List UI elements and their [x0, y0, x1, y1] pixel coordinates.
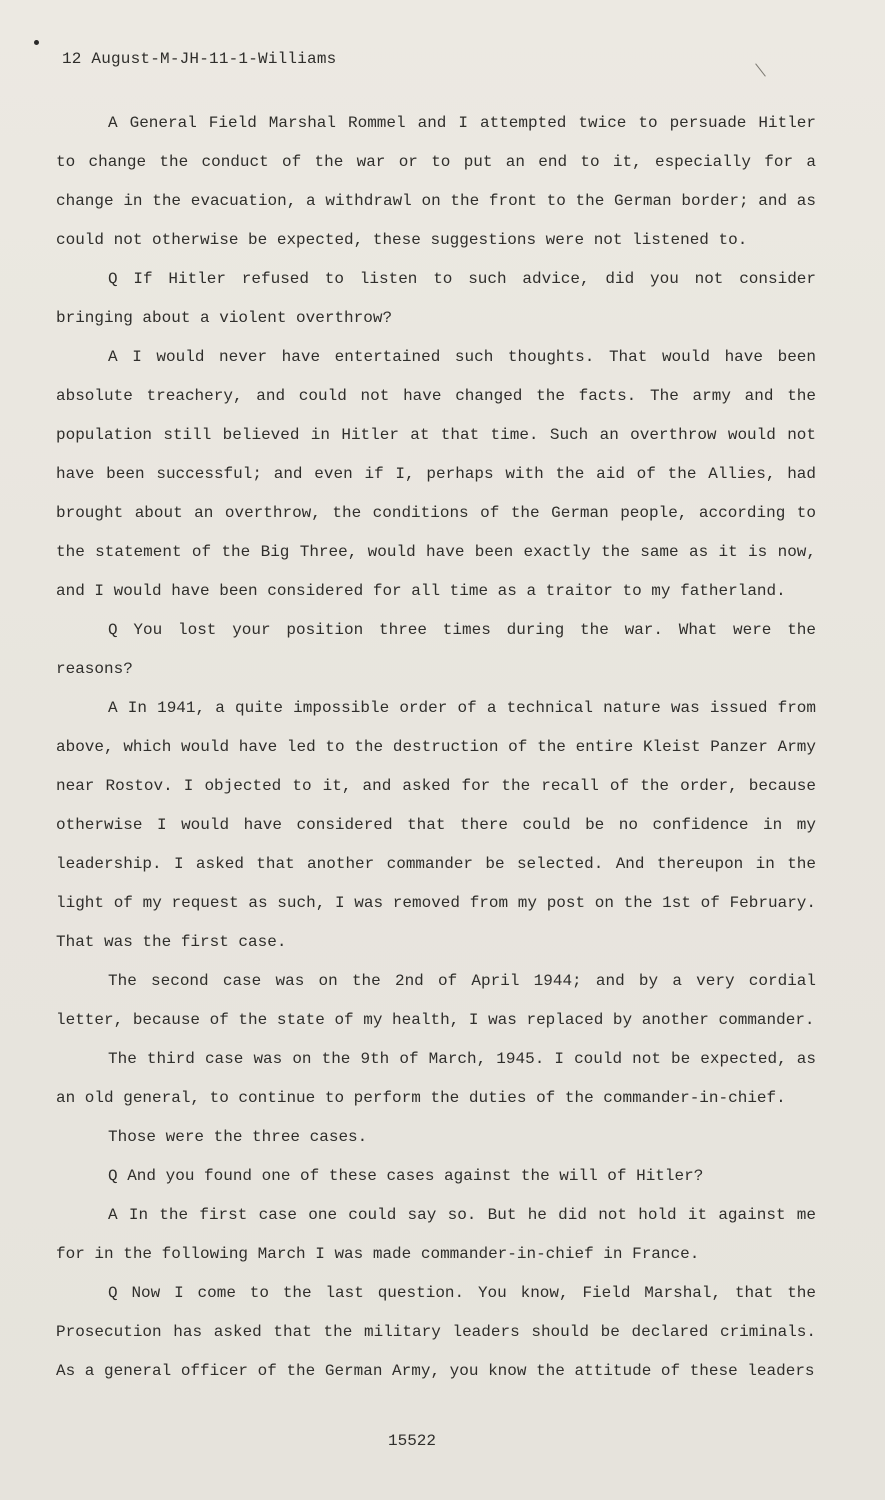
paragraph-question-last: Q Now I come to the last question. You know, Field Marshal, that the Prosecution has asked that the military leaders should be declared criminals. As a general officer of the German Army, you know the attitude of these leaders: [56, 1284, 816, 1380]
transcript-body: [56, 104, 816, 1391]
paragraph-third-case: The third case was on the 9th of March, 1945. I could not be expected, as an old general, to continue to perform the duties of the commander-in-chief.: [56, 1050, 816, 1107]
page-header: 12 August-M-JH-11-1-Williams: [62, 50, 337, 68]
paragraph-question-overthrow: Q If Hitler refused to listen to such advice, did you not consider bringing about a violent overthrow?: [56, 270, 816, 327]
pencil-mark: [755, 63, 766, 76]
paragraph-answer-treachery: A I would never have entertained such thoughts. That would have been absolute treachery, and could not have changed the facts. The army and the population still believed in Hitler at that time. Such an overthrow would not have been successful; and even if I, perhaps with the aid of the Allies, had brought about an overthrow, the conditions of the German people, according to the statement of the Big Three, would have been exactly the same as it is now, and I would have been considered for all time as a traitor to my fatherland.: [56, 348, 816, 600]
ink-dot: [34, 40, 39, 45]
paragraph-answer-rommel: A General Field Marshal Rommel and I attempted twice to persuade Hitler to change the conduct of the war or to put an end to it, especially for a change in the evacuation, a withdrawl on the front to the German border; and as could not otherwise be expected, these suggestions were not listened to.: [56, 114, 816, 249]
paragraph-three-cases: Those were the three cases.: [108, 1128, 368, 1146]
paragraph-question-will: Q And you found one of these cases against the will of Hitler?: [108, 1167, 704, 1185]
paragraph-question-position: Q You lost your position three times during the war. What were the reasons?: [56, 621, 816, 678]
page-number: 15522: [388, 1432, 437, 1450]
paragraph-second-case: The second case was on the 2nd of April 1944; and by a very cordial letter, because of the state of my health, I was replaced by another commander.: [56, 972, 816, 1029]
paragraph-answer-first-case: A In the first case one could say so. But he did not hold it against me for in the following March I was made commander-in-chief in France.: [56, 1206, 816, 1263]
paragraph-answer-1941: A In 1941, a quite impossible order of a technical nature was issued from above, which would have led to the destruction of the entire Kleist Panzer Army near Rostov. I objected to it, and asked for the recall of the order, because otherwise I would have considered that there could be no confidence in my leadership. I asked that another commander be selected. And thereupon in the light of my request as such, I was removed from my post on the 1st of February. That was the first case.: [56, 699, 816, 951]
